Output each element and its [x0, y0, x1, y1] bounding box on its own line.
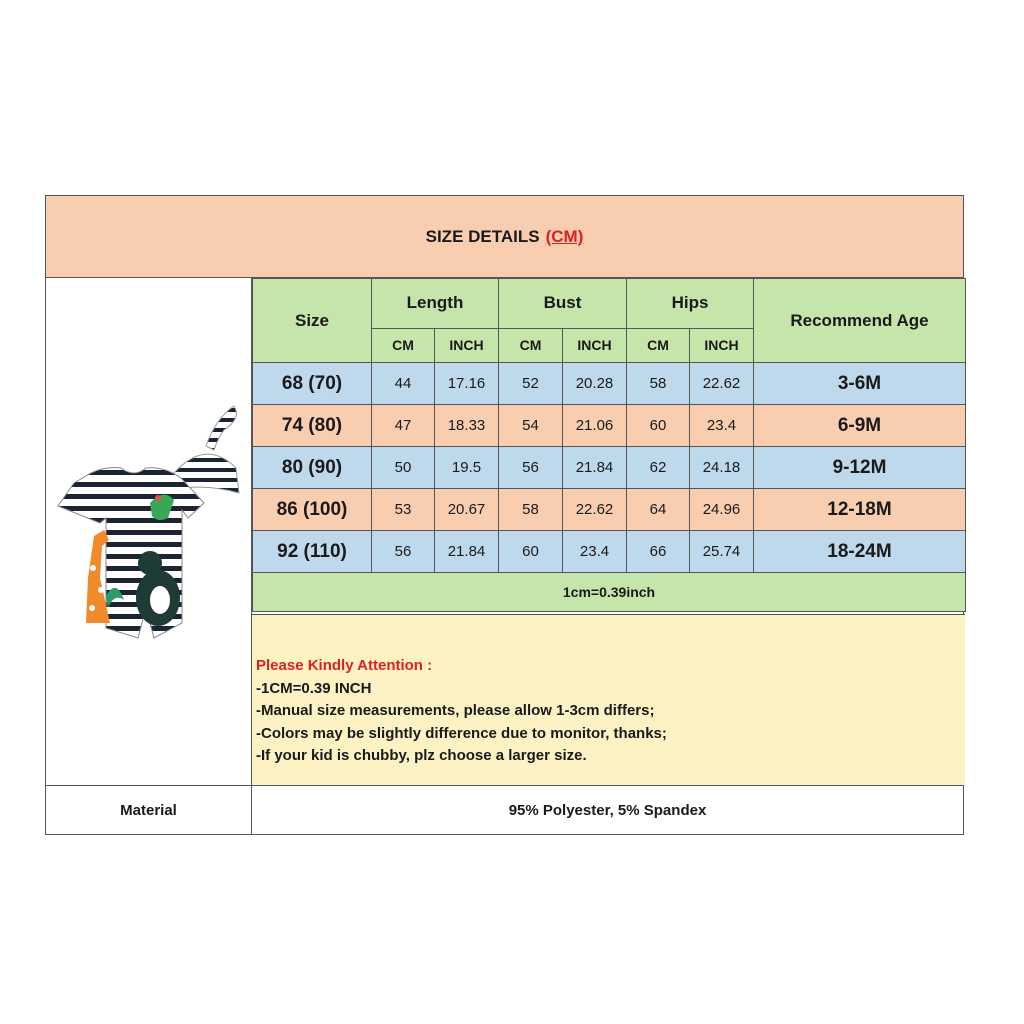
notes-heading: Please Kindly Attention :: [256, 657, 433, 674]
bust-inch-value: 21.84: [563, 447, 627, 489]
header-recommend-age: Recommend Age: [754, 279, 966, 363]
age-value: 12-18M: [754, 489, 966, 531]
conversion-note: 1cm=0.39inch: [253, 573, 966, 612]
size-value: 92 (110): [253, 531, 372, 573]
length-inch-value: 20.67: [435, 489, 499, 531]
conversion-row: [253, 573, 966, 612]
length-inch-value: 17.16: [435, 363, 499, 405]
hips-inch-value: 24.96: [690, 489, 754, 531]
length-cm-value: 47: [372, 405, 435, 447]
bust-inch-value: 22.62: [563, 489, 627, 531]
length-inch-value: 21.84: [435, 531, 499, 573]
subheader-hips-inch: INCH: [690, 328, 754, 362]
size-table-area: [252, 278, 965, 612]
table-row: [253, 447, 966, 489]
subheader-bust-cm: CM: [499, 328, 563, 362]
header-hips: Hips: [627, 279, 754, 329]
table-row: [253, 489, 966, 531]
bust-inch-value: 20.28: [563, 363, 627, 405]
age-value: 6-9M: [754, 405, 966, 447]
length-cm-value: 44: [372, 363, 435, 405]
bust-inch-value: 23.4: [563, 531, 627, 573]
hips-inch-value: 24.18: [690, 447, 754, 489]
table-row: [253, 531, 966, 573]
hips-cm-value: 64: [627, 489, 690, 531]
hips-inch-value: 22.62: [690, 363, 754, 405]
material-row: [46, 785, 963, 835]
title-unit: (CM): [545, 226, 584, 246]
bust-inch-value: 21.06: [563, 405, 627, 447]
notes-line: -1CM=0.39 INCH: [256, 679, 372, 697]
notes-line: -If your kid is chubby, plz choose a larger size.: [256, 747, 587, 764]
subheader-length-cm: CM: [372, 328, 435, 362]
subheader-bust-inch: INCH: [563, 328, 627, 362]
bust-cm-value: 60: [499, 531, 563, 573]
table-row: [253, 363, 966, 405]
bust-cm-value: 56: [499, 447, 563, 489]
product-image: [46, 278, 252, 785]
subheader-length-inch: INCH: [435, 328, 499, 362]
size-value: 74 (80): [253, 405, 372, 447]
length-inch-value: 19.5: [435, 447, 499, 489]
hips-cm-value: 60: [627, 405, 690, 447]
hips-cm-value: 62: [627, 447, 690, 489]
notes-line: -Manual size measurements, please allow 1-3cm differs;: [256, 702, 655, 719]
age-value: 3-6M: [754, 363, 966, 405]
material-label: Material: [46, 786, 252, 835]
title-text: SIZE DETAILS: [425, 226, 540, 246]
header-length: Length: [372, 279, 499, 329]
romper-illustration: [58, 468, 204, 638]
bust-cm-value: 54: [499, 405, 563, 447]
subheader-hips-cm: CM: [627, 328, 690, 362]
product-photo-cell: [46, 278, 252, 785]
material-value: 95% Polyester, 5% Spandex: [508, 802, 707, 819]
hips-cm-value: 58: [627, 363, 690, 405]
hips-inch-value: 23.4: [690, 405, 754, 447]
hips-inch-value: 25.74: [690, 531, 754, 573]
size-value: 86 (100): [253, 489, 372, 531]
length-cm-value: 53: [372, 489, 435, 531]
length-cm-value: 50: [372, 447, 435, 489]
size-table: [252, 278, 966, 612]
length-cm-value: 56: [372, 531, 435, 573]
length-inch-value: 18.33: [435, 405, 499, 447]
header-size: Size: [253, 279, 372, 363]
size-value: 80 (90): [253, 447, 372, 489]
bust-cm-value: 52: [499, 363, 563, 405]
page-title: [46, 196, 963, 278]
header-bust: Bust: [499, 279, 627, 329]
notes-line: -Colors may be slightly difference due to monitor, thanks;: [256, 724, 667, 742]
hat-illustration: [174, 406, 239, 493]
table-row: [253, 405, 966, 447]
age-value: 9-12M: [754, 447, 966, 489]
size-value: 68 (70): [253, 363, 372, 405]
age-value: 18-24M: [754, 531, 966, 573]
size-chart: [45, 195, 964, 835]
notes-box: [252, 614, 965, 785]
hips-cm-value: 66: [627, 531, 690, 573]
bust-cm-value: 58: [499, 489, 563, 531]
